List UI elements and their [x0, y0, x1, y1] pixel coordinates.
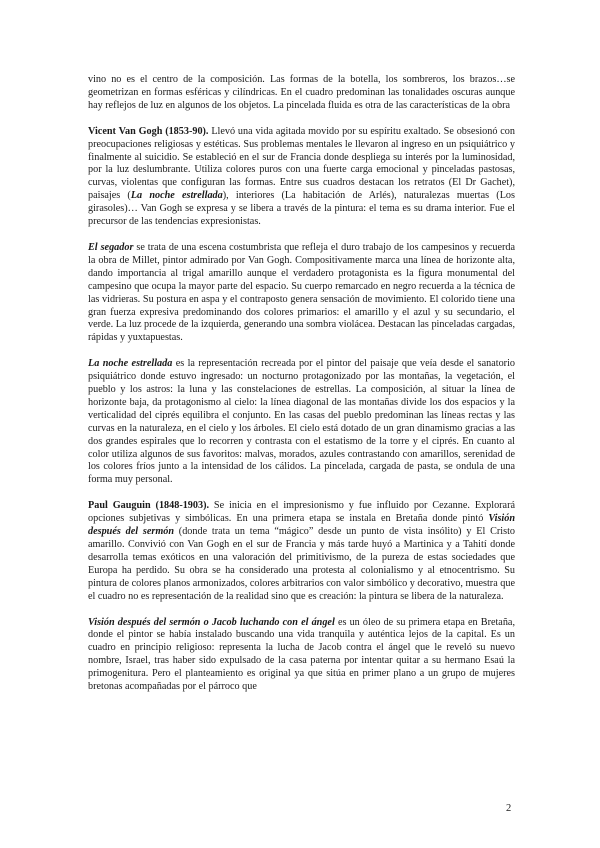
paragraph-bodegon-continuation: [88, 74, 515, 113]
page-number: 2: [506, 803, 512, 814]
artwork-title: Visión después del sermón o Jacob luchando con el ángel: [88, 616, 335, 628]
paragraph-text: (donde trata un tema “mágico” desde un punto de vista insólito) y El Cristo amarillo. Convivió con Van Gogh en el sur de Francia y más tarde huyó a Martinica y a Tahití donde desarrolla temas exóticos en una valoración del primitivismo, de la pureza de estas sociedades que Europa ha perdido. Su obra se ha considerado una protesta al colonialismo y al etnocentrismo. Su pintura de colores planos armonizados, colores arbitrarios con valor simbólico y decorativo, muestra que el cuadro no es representación de la realidad sino que es creación: la pintura se libera de la naturaleza.: [88, 526, 516, 602]
paragraph-van-gogh: [88, 126, 515, 229]
paragraph-text: Se inicia en el impresionismo y fue influido por Cezanne. Explorará opciones subjetivas y simbólicas. En una primera etapa se instala en Bretaña donde pintó: [88, 500, 515, 525]
paragraph-gauguin: [88, 500, 515, 603]
paragraph-text: es un óleo de su primera etapa en Bretaña, donde el pintor se había instalado buscando una vida tranquila y auténtica lejos de la capital. Es un cuadro en principio religioso: representa la lucha de Jacob contra el ángel que le reveló su nuevo nombre, Israel, tras haber sido expulsado de la casa paterna por intentar quitar a su hermano Esaú la primogenitura. Pero el planteamiento es original ya que sitúa en primer plano a un grupo de mujeres bretonas acompañadas por el párroco que: [88, 616, 515, 693]
paragraph-text: se trata de una escena costumbrista que refleja el duro trabajo de los campesinos y recuerda la obra de Millet, pintor admirado por Van Gogh. Compositivamente marca una línea de horizonte alta, dando importancia al trigal amarillo aunque el verdadero protagonista es la figura monumental del campesino que ocupa la mayor parte del espacio. Su cuerpo remarcado en negro recuerda a la técnica de las vidrieras. Su postura en aspa y el contraposto genera sensación de movimiento. El colorido tiene una gran fuerza expresiva predominando dos colores primarios: el amarillo y el azul y su secundario, el verde. La luz procede de la izquierda, generando una sombra violácea. Destacan las pinceladas cargadas, rápidas y yuxtapuestas.: [88, 241, 515, 344]
section-heading-gauguin: Paul Gauguin (1848-1903).: [88, 500, 210, 512]
artwork-title: La noche estrellada: [130, 190, 223, 202]
paragraph-noche-estrellada: [88, 358, 515, 487]
paragraph-text: Llevó una vida agitada movido por su espíritu exaltado. Se obsesionó con preocupaciones religiosas y estéticas. Sus problemas mentales le llevaron al ingreso en un psiquiátrico y finalmente al suicidio. Se estableció en el sur de Francia donde despliega su interés por la luminosidad, por la luz deslumbrante. Utiliza colores puros con una fuerte carga emocional y pinceladas pastosas, curvas, violentas que configuran las formas. Entre sus cuadros destacan los retratos (El Dr Gachet), paisajes (: [88, 125, 515, 202]
paragraph-vision-sermon: [88, 617, 515, 694]
artwork-title: Visión después del sermón: [88, 513, 515, 538]
paragraph-el-segador: [88, 242, 515, 345]
artwork-title: El segador: [88, 241, 134, 253]
artwork-title: La noche estrellada: [88, 358, 173, 370]
document-body: [88, 74, 515, 707]
section-heading-van-gogh: Vicent Van Gogh (1853-90).: [88, 125, 209, 137]
paragraph-text: vino no es el centro de la composición. Las formas de la botella, los sombreros, los brazos…se geometrizan en formas esféricas y cilíndricas. En el cuadro predominan las tonalidades oscuras aunque hay reflejos de luz en algunos de los objetos. La pincelada fluida es otra de las características de la obra: [88, 74, 515, 111]
paragraph-text: es la representación recreada por el pintor del paisaje que veía desde el sanatorio psiquiátrico donde estuvo ingresado: un nocturno protagonizado por las montañas, la vegetación, el pueblo y los astros: la luna y las constelaciones de estrellas. La composición, al situar la línea de horizonte baja, da protagonismo al cielo: la línea diagonal de las montañas divide los dos espacios y la verticalidad del ciprés equilibra el conjunto. En las casas del pueblo predominan las líneas rectas y las curvas en la naturaleza, en el cielo y los árboles. El cielo está dotado de un gran dinamismo gracias a las dos grandes espirales que lo recorren y contrasta con el estatismo de la torre y el ciprés. En cuanto al color utiliza algunos de sus favoritos: malvas, morados, azules contrastando con amarillos, serenidad de los colores fríos junto a la intensidad de los cálidos. La pincelada, cargada de pasta, se ondula de una forma muy personal.: [88, 358, 515, 486]
paragraph-text: ), interiores (La habitación de Arlés), naturalezas muertas (Los girasoles)… Van Gogh se expresa y se libera a través de la pintura: el tema es su drama interior. Fue el precursor de las tendencias expresionistas.: [88, 190, 515, 228]
